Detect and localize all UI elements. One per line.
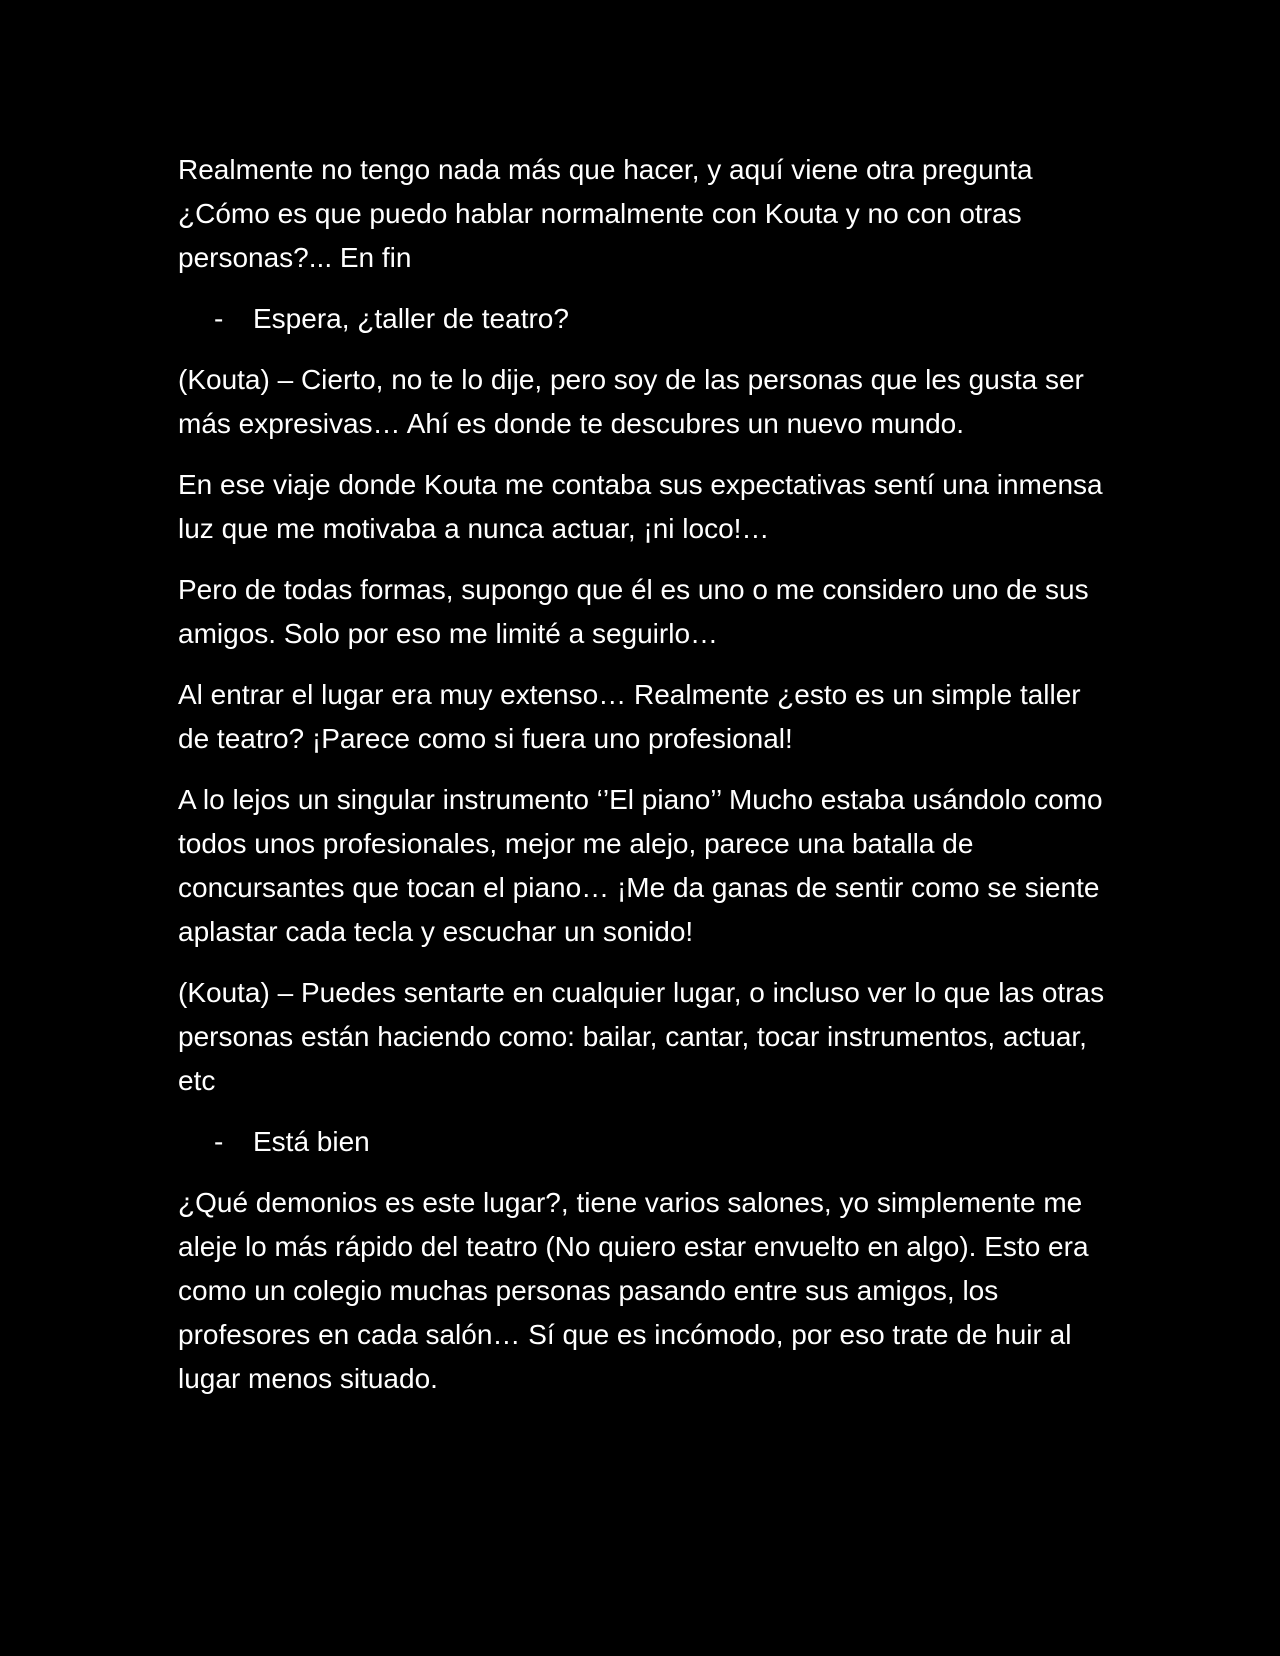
dialogue-line-2 <box>178 1120 1118 1164</box>
document-body <box>178 148 1118 1418</box>
dialogue-text: Está bien <box>253 1126 370 1157</box>
dialogue-text: Espera, ¿taller de teatro? <box>253 303 569 334</box>
paragraph-2: (Kouta) – Cierto, no te lo dije, pero soy de las personas que les gusta ser más expresivas… Ahí es donde te descubres un nuevo mundo. <box>178 364 1084 439</box>
paragraph-3: En ese viaje donde Kouta me contaba sus expectativas sentí una inmensa luz que me motivaba a nunca actuar, ¡ni loco!… <box>178 469 1103 544</box>
paragraph-8: ¿Qué demonios es este lugar?, tiene varios salones, yo simplemente me aleje lo más rápido del teatro (No quiero estar envuelto en algo). Esto era como un colegio muchas personas pasando entre sus amigos, los profesores en cada salón… Sí que es incómodo, por eso trate de huir al lugar menos situado. <box>178 1187 1089 1394</box>
dialogue-dash: - <box>214 1126 224 1157</box>
paragraph-4: Pero de todas formas, supongo que él es uno o me considero uno de sus amigos. Solo por eso me limité a seguirlo… <box>178 574 1089 649</box>
paragraph-6: A lo lejos un singular instrumento ‘’El piano’’ Mucho estaba usándolo como todos unos profesionales, mejor me alejo, parece una batalla de concursantes que tocan el piano… ¡Me da ganas de sentir como se siente aplastar cada tecla y escuchar un sonido! <box>178 784 1103 947</box>
paragraph-1: Realmente no tengo nada más que hacer, y aquí viene otra pregunta ¿Cómo es que puedo hablar normalmente con Kouta y no con otras personas?... En fin <box>178 154 1033 273</box>
dialogue-dash: - <box>214 303 224 334</box>
dialogue-line-1 <box>178 297 1118 341</box>
paragraph-7: (Kouta) – Puedes sentarte en cualquier lugar, o incluso ver lo que las otras personas están haciendo como: bailar, cantar, tocar instrumentos, actuar, etc <box>178 977 1105 1096</box>
paragraph-5: Al entrar el lugar era muy extenso… Realmente ¿esto es un simple taller de teatro? ¡Parece como si fuera uno profesional! <box>178 679 1081 754</box>
